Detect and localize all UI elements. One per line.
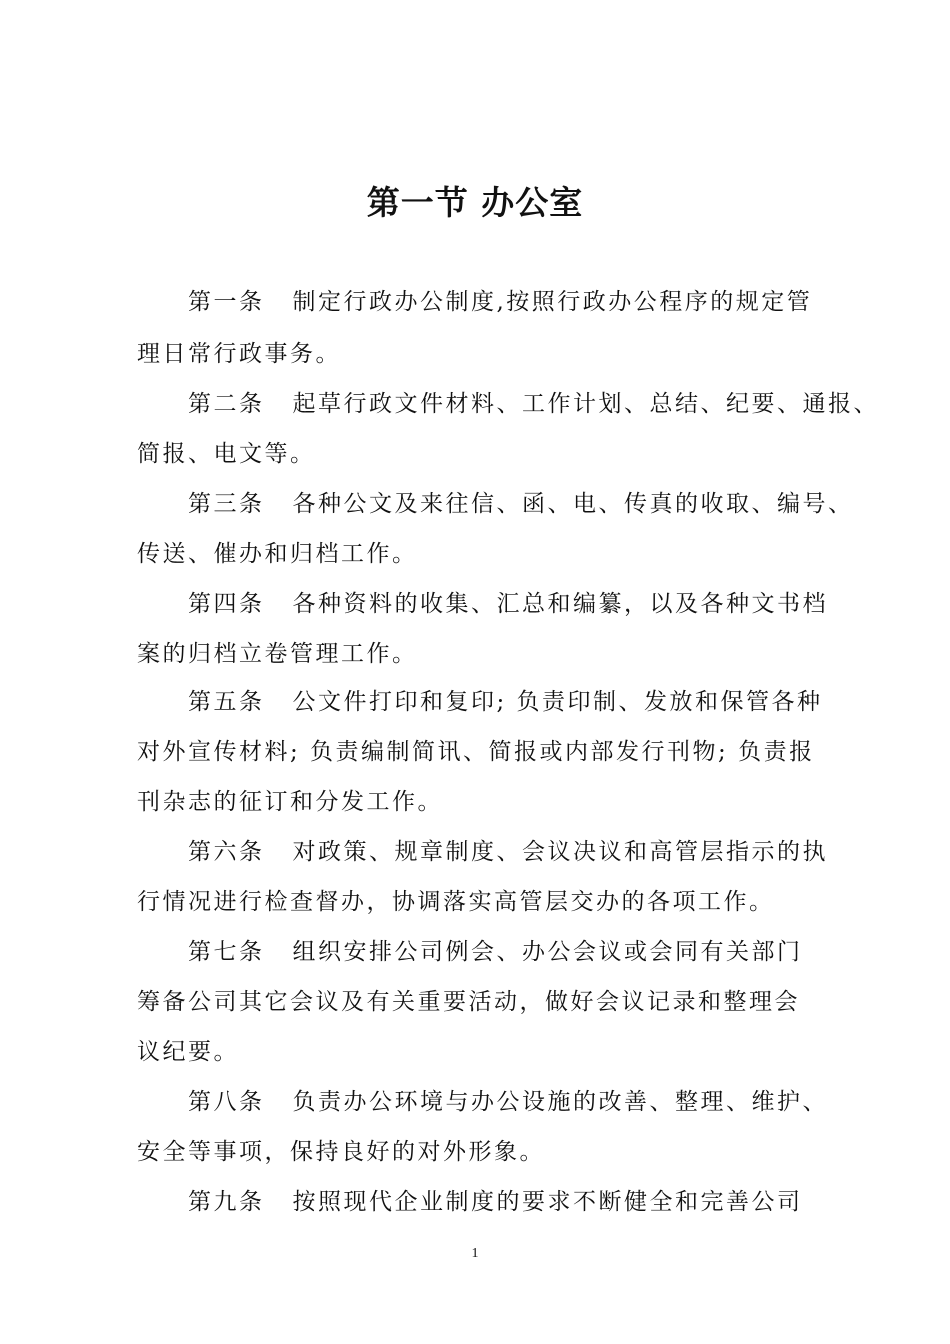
article-5-line-3: 刊杂志的征订和分发工作。 [137,789,443,815]
article-2-line-1 [188,388,879,420]
article-text: 组织安排公司例会、办公会议或会同有关部门 [292,939,803,965]
article-text: 各种公文及来往信、函、电、传真的收取、编号、 [292,491,854,517]
article-label: 第六条 [188,839,265,865]
article-8-line-2: 安全等事项，保持良好的对外形象。 [137,1139,545,1165]
article-text: 负责办公环境与办公设施的改善、整理、维护、 [292,1089,828,1115]
article-text: 起草行政文件材料、工作计划、总结、纪要、通报、 [292,391,879,417]
article-text: 各种资料的收集、汇总和编纂，以及各种文书档 [292,591,828,617]
article-label: 第三条 [188,491,265,517]
article-3-line-1 [188,488,854,520]
article-label: 第七条 [188,939,265,965]
article-9-line-1 [188,1186,803,1218]
article-3-line-2: 传送、催办和归档工作。 [137,541,418,567]
article-6-line-1 [188,836,828,868]
article-text: 公文件打印和复印; 负责印制、发放和保管各种 [292,689,823,715]
article-label: 第九条 [188,1189,265,1215]
article-label: 第八条 [188,1089,265,1115]
article-text: 按照现代企业制度的要求不断健全和完善公司 [292,1189,803,1215]
article-4-line-1 [188,588,828,620]
page-number: 1 [471,1246,479,1261]
article-label: 第一条 [188,289,265,315]
article-text: 制定行政办公制度,按照行政办公程序的规定管 [292,289,813,315]
article-5-line-1 [188,686,823,718]
article-2-line-2: 简报、电文等。 [137,441,316,467]
article-7-line-1 [188,936,803,968]
article-1-line-1 [188,286,812,318]
article-label: 第四条 [188,591,265,617]
article-7-line-3: 议纪要。 [137,1039,239,1065]
article-label: 第五条 [188,689,265,715]
section-title: 第一节 办公室 [366,183,584,222]
article-6-line-2: 行情况进行检查督办，协调落实高管层交办的各项工作。 [137,889,775,915]
article-1-line-2: 理日常行政事务。 [137,341,341,367]
article-label: 第二条 [188,391,265,417]
article-text: 对政策、规章制度、会议决议和高管层指示的执 [292,839,828,865]
article-4-line-2: 案的归档立卷管理工作。 [137,641,418,667]
article-8-line-1 [188,1086,828,1118]
article-7-line-2: 筹备公司其它会议及有关重要活动，做好会议记录和整理会 [137,989,800,1015]
article-5-line-2: 对外宣传材料; 负责编制简讯、简报或内部发行刊物; 负责报 [137,739,815,765]
